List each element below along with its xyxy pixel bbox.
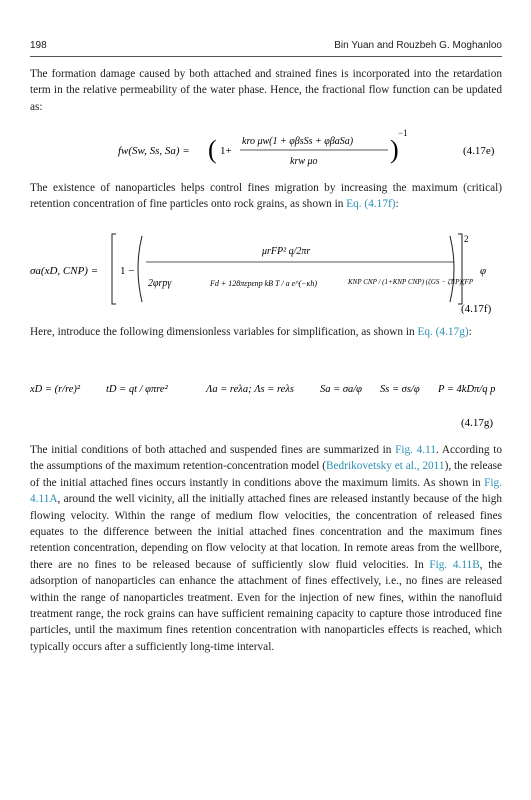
running-header	[30, 40, 502, 56]
eq1-lhs: fw(Sw, Ss, Sa) =	[118, 145, 190, 157]
paragraph-intro: The formation damage caused by both attached and strained fines is incorporated into the retardation term in the relative permeability of the water phase. Hence, the fractional flow function can be updated as:	[30, 68, 502, 113]
equation-4-17e	[30, 124, 502, 172]
p2-text-end: :	[395, 198, 399, 211]
paragraph-nanoparticles	[30, 180, 502, 213]
equation-4-17f	[30, 230, 502, 314]
eq2-number: (4.17f)	[461, 303, 492, 314]
eq3-td: tD = qt / φπre²	[106, 384, 168, 395]
eq2-paren-left	[138, 236, 142, 302]
link-bedrikovetsky-2011[interactable]: Bedrikovetsky et al., 2011	[326, 460, 445, 473]
eq2-numerator: μrFP² q/2πr	[262, 246, 311, 257]
eq1-denominator: krw μo	[290, 156, 318, 167]
header-rule	[30, 56, 502, 57]
eq2-exponent: 2	[464, 234, 469, 244]
eq3-xd: xD = (r/re)²	[30, 384, 81, 395]
eq2-den-prefix: 2φrpγ	[148, 278, 172, 289]
eq1-number: (4.17e)	[463, 145, 495, 157]
eq1-one-plus: 1+	[220, 145, 232, 157]
p4-text-4: , around the well vicinity, all the initially attached fines are released instantly because of the high flowing velocity. Within the range of medium flow velocities, the concentration of released fines equates to the difference between the initial attached fines concentration and the maximum fines retention concentration, depending on flow velocity at that location. In remote areas from the wellbore, there are no fines to be released because of sufficiently slow fluid velocities. In	[30, 493, 502, 571]
link-eq-4-17f[interactable]: Eq. (4.17f)	[346, 198, 396, 211]
p4-text-3: ), the release of the initial attached fines occurs instantly in conditions above the maximum limits. As shown in	[30, 460, 502, 489]
eq2-paren-right	[450, 236, 454, 302]
eq1-numerator: kro μw(1 + φβsSs + φβaSa)	[242, 136, 354, 147]
equation-4-17g	[30, 366, 502, 432]
equation-4-17e-graphic	[30, 124, 502, 172]
paragraph-initial-conditions	[30, 442, 502, 655]
link-fig-4-11a[interactable]: Fig. 4.11A	[30, 476, 502, 506]
link-eq-4-17g[interactable]: Eq. (4.17g)	[417, 326, 469, 338]
eq3-lambdas: Λa = reλa; Λs = reλs	[206, 384, 294, 395]
eq2-den-bracket: KNP CNP / (1+KNP CNP) (ζGS − ζNP)ζFP	[348, 278, 474, 286]
p4-text-5: , the adsorption of nanoparticles can enhance the attachment of fines effectively, i.e., no fines are released within the range of nanoparticles treatment. Even for the injection of new fines, within the nanofluid treatment range, the rock grains can have sufficient remaining capacity to capture those introduced fine particles, until the maximum fines retention concentration with nanoparticles effects is reached, which typically occurs after a sufficiently long-time interval.	[30, 558, 502, 653]
p3-text: Here, introduce the following dimensionless variables for simplification, as shown in	[30, 326, 418, 338]
p2-text: The existence of nanoparticles helps control fines migration by increasing the maximum (critical) retention concentration of fine particles onto rock grains, as shown in	[30, 182, 502, 211]
equation-4-17g-graphic	[30, 366, 502, 432]
eq3-sa: Sa = σa/φ	[320, 384, 362, 395]
eq2-den-mid: Fd + 128πεpεnp kB T / a e^(−κh)	[210, 279, 318, 288]
eq1-exponent: −1	[398, 128, 408, 138]
link-fig-4-11b[interactable]: Fig. 4.11B	[429, 558, 480, 571]
page-number: 198	[30, 40, 47, 51]
eq2-bracket-left	[112, 234, 116, 304]
p4-text-2: . According to the assumptions of the maximum retention-concentration model (	[30, 444, 502, 473]
equation-4-17f-graphic	[30, 230, 502, 314]
eq2-one-minus: 1 −	[120, 265, 135, 277]
eq1-paren-left: (	[208, 135, 217, 164]
p3-text-end: :	[468, 326, 472, 338]
eq3-p: P = 4kDπ/q p	[438, 384, 496, 395]
p4-text-1: The initial conditions of both attached and suspended fines are summarized in	[30, 444, 396, 456]
eq1-paren-right: )	[390, 135, 399, 164]
running-head-authors: Bin Yuan and Rouzbeh G. Moghanloo	[334, 40, 502, 51]
eq2-lhs: σa(xD, CNP) =	[30, 265, 99, 277]
eq2-bracket-right	[458, 234, 462, 304]
eq3-ss: Ss = σs/φ	[380, 384, 420, 395]
link-fig-4-11[interactable]: Fig. 4.11	[395, 444, 437, 456]
eq2-phi: φ	[480, 265, 487, 277]
eq3-number: (4.17g)	[461, 417, 494, 429]
paragraph-dimensionless	[30, 324, 502, 340]
